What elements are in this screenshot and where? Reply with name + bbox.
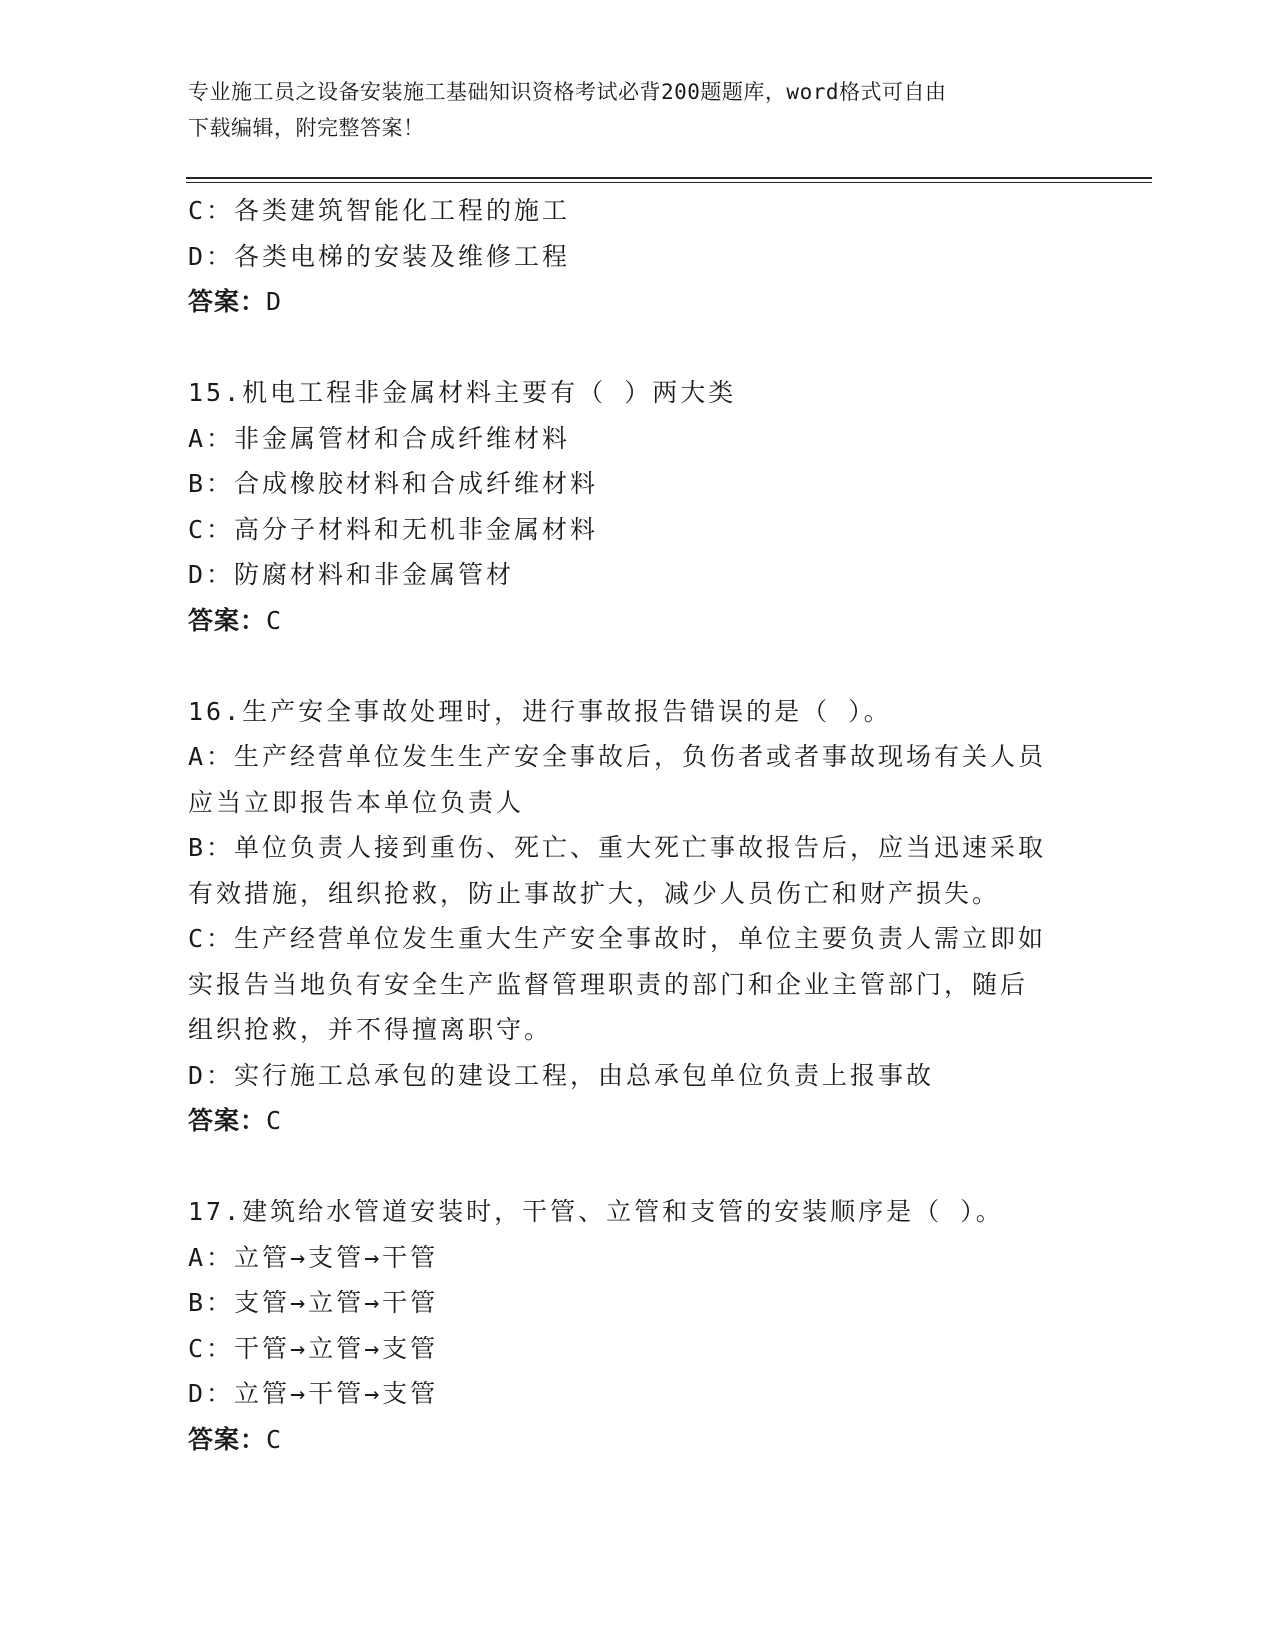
answer-line [188,1417,1088,1463]
option-c: C：干管→立管→支管 [188,1333,439,1363]
option-d: D：防腐材料和非金属管材 [188,560,515,589]
option-a-line-2: 应当立即报告本单位负责人 [188,787,525,817]
answer-value: C [266,1424,283,1454]
question-17 [188,1189,1088,1462]
option-d: D：各类电梯的安装及维修工程 [188,241,571,271]
option-a: A：立管→支管→干管 [188,1242,439,1272]
question-14 [188,188,1088,325]
question-list [188,188,1088,1462]
answer-label: 答案： [188,287,267,316]
answer-line [188,598,1088,644]
option-d: D：实行施工总承包的建设工程，由总承包单位负责上报事故 [188,1060,935,1090]
spacer [188,325,1088,371]
spacer [188,643,1088,689]
answer-value: D [266,287,283,316]
spacer [188,1144,1088,1190]
option-d: D：立管→干管→支管 [188,1379,439,1408]
option-b-line-1: B：单位负责人接到重伤、死亡、重大死亡事故报告后，应当迅速采取 [188,833,1047,862]
answer-label: 答案： [188,605,267,635]
header-rule-thin [186,182,1152,183]
answer-value: C [266,1106,283,1135]
question-16 [188,689,1088,1144]
question-text: 16.生产安全事故处理时，进行事故报告错误的是（ ）。 [188,696,892,726]
option-b: B：支管→立管→干管 [188,1288,439,1317]
option-a-line-1: A：生产经营单位发生生产安全事故后，负伤者或者事故现场有关人员 [188,742,1047,771]
header-line-2: 下载编辑，附完整答案！ [188,116,425,140]
document-header [188,74,1088,146]
question-15 [188,370,1088,643]
option-c-line-1: C：生产经营单位发生重大生产安全事故时，单位主要负责人需立即如 [188,924,1047,953]
option-c: C：高分子材料和无机非金属材料 [188,514,599,544]
option-c-line-2: 实报告当地负有安全生产监督管理职责的部门和企业主管部门，随后 [188,969,1029,999]
header-rule-thick [186,177,1152,179]
answer-value: C [266,605,283,635]
answer-label: 答案： [188,1106,267,1135]
answer-line [188,1098,1088,1144]
option-c-line-3: 组织抢救，并不得擅离职守。 [188,1015,553,1044]
answer-line [188,279,1088,325]
option-a: A：非金属管材和合成纤维材料 [188,423,571,453]
answer-label: 答案： [188,1424,267,1454]
option-c: C：各类建筑智能化工程的施工 [188,196,571,225]
option-b-line-2: 有效措施，组织抢救，防止事故扩大，减少人员伤亡和财产损失。 [188,878,1001,908]
question-text: 17.建筑给水管道安装时，干管、立管和支管的安装顺序是（ ）。 [188,1197,1004,1226]
header-line-1: 专业施工员之设备安装施工基础知识资格考试必背200题题库，word格式可自由 [188,80,947,104]
question-text: 15.机电工程非金属材料主要有（ ）两大类 [188,378,737,407]
option-b: B：合成橡胶材料和合成纤维材料 [188,469,599,498]
